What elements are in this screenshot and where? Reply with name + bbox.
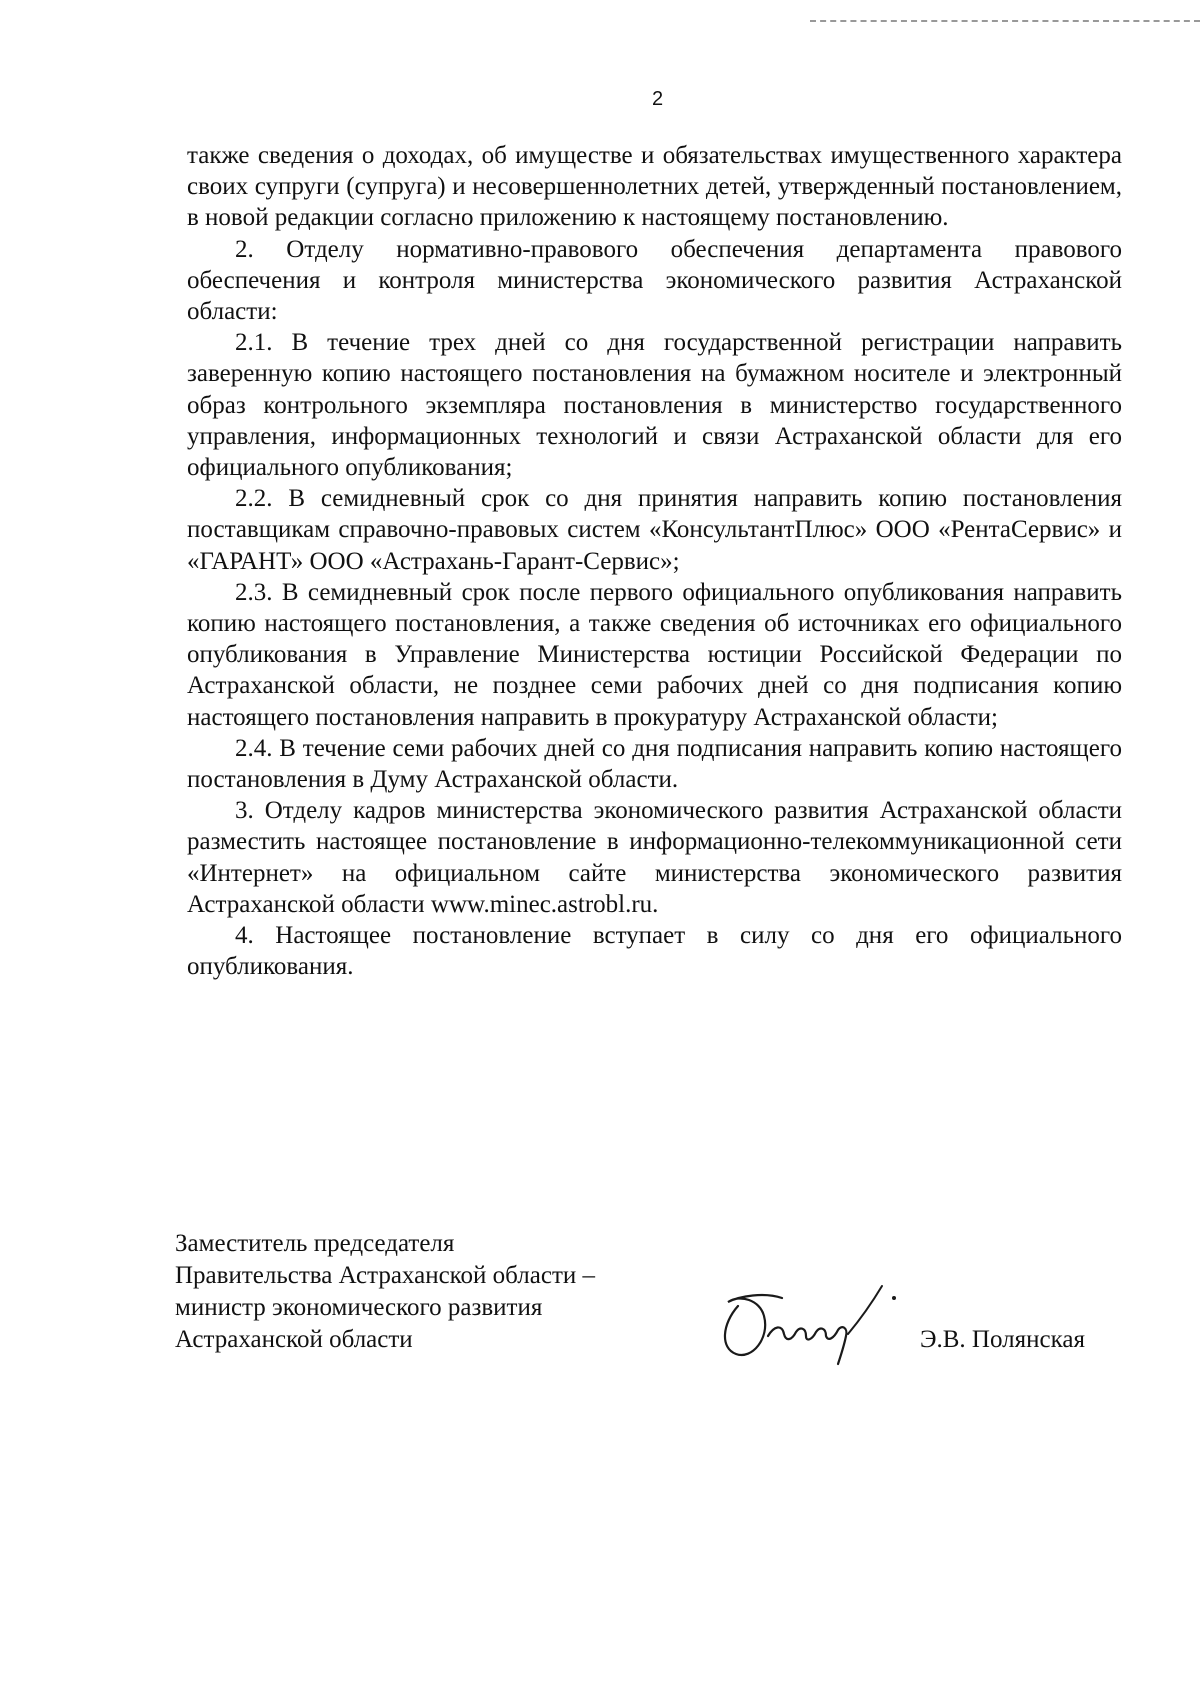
signatory-position-line: министр экономического развития xyxy=(175,1294,543,1321)
page-number: 2 xyxy=(651,88,664,110)
paragraph-item-3: 3. Отделу кадров министерства экономического развития Астраханской области разместить настоящее постановление в информационно-телекоммуникационной сети «Интернет» на официальном сайте министерства экономического развития Астраханской области www.minec.astrobl.ru. xyxy=(187,797,1122,918)
signer-name: Э.В. Полянская xyxy=(920,1326,1085,1353)
signatory-position-line: Правительства Астраханской области – xyxy=(175,1262,595,1289)
document-body xyxy=(187,140,1122,982)
handwritten-signature xyxy=(712,1276,912,1366)
signatory-position-line: Заместитель председателя xyxy=(175,1230,455,1257)
signatory-position xyxy=(175,1228,675,1356)
paragraph-continuation: также сведения о доходах, об имуществе и обязательствах имущественного характера своих супруги (супруга) и несовершеннолетних детей, утвержденный постановлением, в новой редакции согласно приложению к настоящему постановлению. xyxy=(187,142,1122,232)
paragraph-item-2-1: 2.1. В течение трех дней со дня государственной регистрации направить заверенную копию настоящего постановления на бумажном носителе и электронный образ контрольного экземпляра постановления в министерство государственного управления, информационных технологий и связи Астраханской области для его официального опубликования; xyxy=(187,329,1122,482)
scan-edge-mark xyxy=(810,20,1200,22)
paragraph-item-2-3: 2.3. В семидневный срок после первого официального опубликования направить копию настоящего постановления, а также сведения об источниках его официального опубликования в Управление Министерства юстиции Российской Федерации по Астраханской области, не позднее семи рабочих дней со дня подписания копию настоящего постановления направить в прокуратуру Астраханской области; xyxy=(187,578,1122,731)
paragraph-item-4: 4. Настоящее постановление вступает в силу со дня его официального опубликования. xyxy=(187,922,1122,981)
paragraph-item-2: 2. Отделу нормативно-правового обеспечения департамента правового обеспечения и контроля министерства экономического развития Астраханской области: xyxy=(187,235,1122,326)
paragraph-item-2-4: 2.4. В течение семи рабочих дней со дня подписания направить копию настоящего постановления в Думу Астраханской области. xyxy=(187,734,1122,794)
signatory-position-line: Астраханской области xyxy=(175,1326,413,1353)
paragraph-item-2-2: 2.2. В семидневный срок со дня принятия направить копию постановления поставщикам справочно-правовых систем «КонсультантПлюс» ООО «РентаСервис» и «ГАРАНТ» ООО «Астрахань-Гарант-Сервис»; xyxy=(187,485,1122,575)
